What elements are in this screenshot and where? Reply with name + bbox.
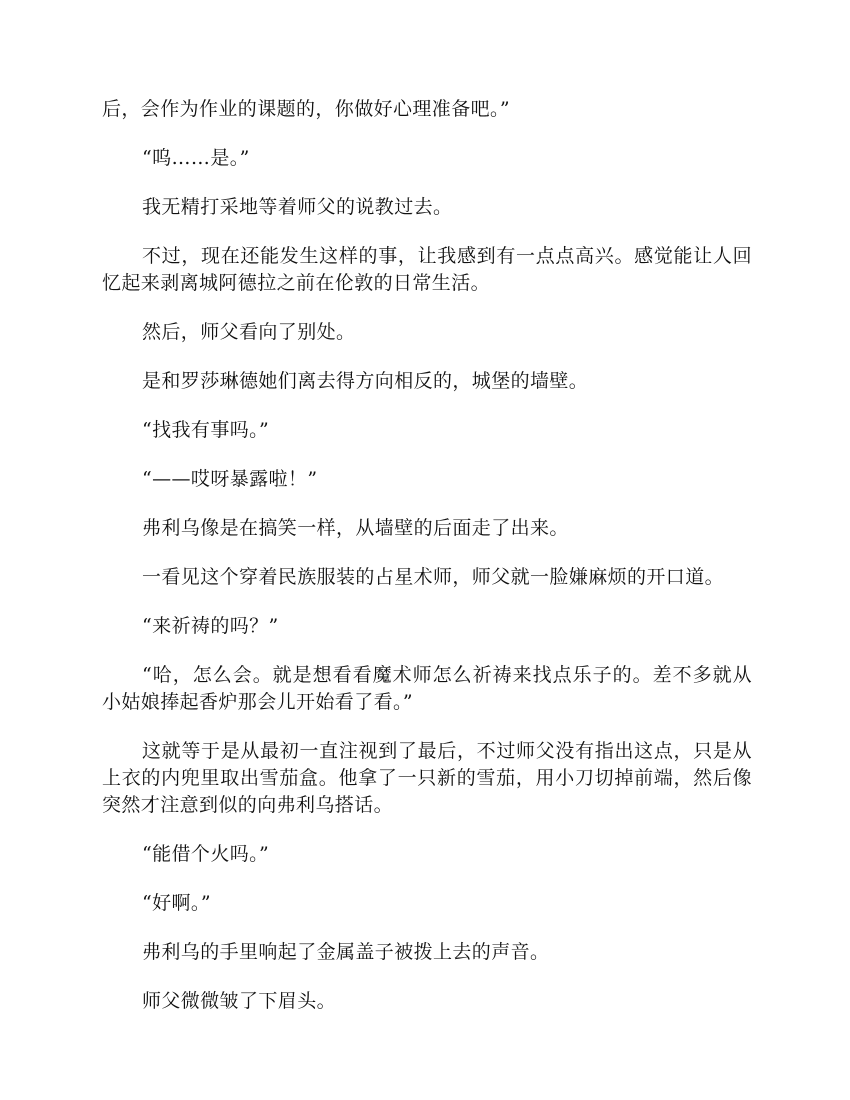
paragraph-9: 弗利乌像是在搞笑一样，从墙壁的后面走了出来。 [142, 517, 569, 539]
paragraph-2: “呜……是。” [142, 147, 250, 169]
document-page [102, 96, 752, 1037]
paragraph-12: “哈，怎么会。就是想看看魔术师怎么祈祷来找点乐子的。差不多就从小姑娘捧起香炉那会儿开始看了看。” [102, 664, 752, 713]
paragraph-11: “来祈祷的吗？” [142, 615, 279, 637]
paragraph-6: 是和罗莎琳德她们离去得方向相反的，城堡的墙壁。 [142, 370, 589, 392]
paragraph-1: 后，会作为作业的课题的，你做好心理准备吧。” [102, 98, 511, 120]
paragraph-17: 师父微微皱了下眉头。 [142, 990, 337, 1012]
paragraph-14: “能借个火吗。” [142, 843, 270, 865]
paragraph-7: “找我有事吗。” [142, 419, 270, 441]
paragraph-4: 不过，现在还能发生这样的事，让我感到有一点点高兴。感觉能让人回忆起来剥离城阿德拉之前在伦敦的日常生活。 [102, 245, 752, 294]
paragraph-8: “——哎呀暴露啦！” [142, 468, 318, 490]
paragraph-10: 一看见这个穿着民族服装的占星术师，师父就一脸嫌麻烦的开口道。 [142, 566, 725, 588]
paragraph-5: 然后，师父看向了别处。 [142, 321, 356, 343]
paragraph-15: “好啊。” [142, 892, 211, 914]
paragraph-3: 我无精打采地等着师父的说教过去。 [142, 196, 453, 218]
paragraph-13: 这就等于是从最初一直注视到了最后，不过师父没有指出这点，只是从上衣的内兜里取出雪茄盒。他拿了一只新的雪茄，用小刀切掉前端，然后像突然才注意到似的向弗利乌搭话。 [102, 740, 752, 816]
paragraph-16: 弗利乌的手里响起了金属盖子被拨上去的声音。 [142, 941, 550, 963]
